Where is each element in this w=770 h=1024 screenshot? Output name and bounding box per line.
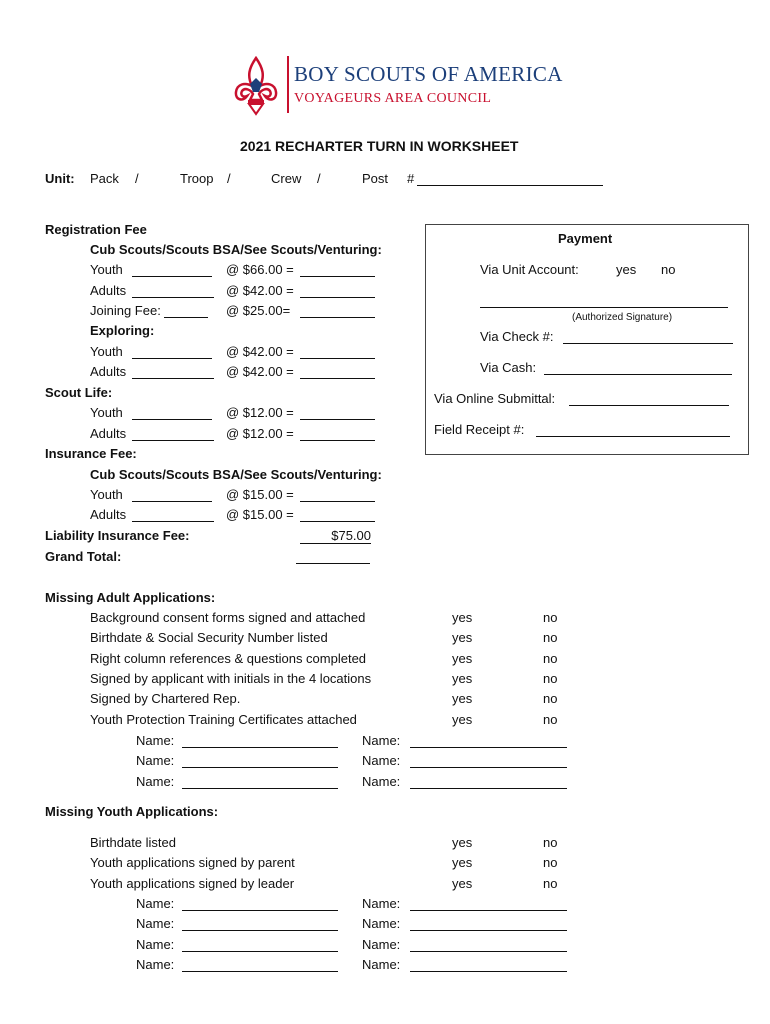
youth-item-no[interactable]: no (543, 876, 558, 891)
bsa-logo (232, 56, 280, 116)
youth-item: Birthdate listed (90, 835, 176, 850)
adult-name-field[interactable] (410, 755, 567, 768)
adult-item-no[interactable]: no (543, 610, 558, 625)
ins-youth-qty[interactable] (132, 489, 212, 502)
adult-item-yes[interactable]: yes (452, 610, 473, 625)
adult-item-yes[interactable]: yes (452, 691, 473, 706)
adult-item-no[interactable]: no (543, 712, 558, 727)
youth-name-label: Name: (136, 957, 175, 972)
ins-youth-total[interactable] (300, 489, 375, 502)
adult-name-label: Name: (362, 753, 401, 768)
sl-adults-rate: @ $12.00 = (226, 426, 294, 441)
scout-life-heading: Scout Life: (45, 385, 113, 400)
sl-youth-rate: @ $12.00 = (226, 405, 294, 420)
youth-name-field[interactable] (410, 898, 567, 911)
youth-name-field[interactable] (182, 898, 338, 911)
youth-item-yes[interactable]: yes (452, 855, 473, 870)
adult-name-field[interactable] (410, 776, 567, 789)
unit-post[interactable]: Post (362, 171, 389, 186)
sl-adults-total[interactable] (300, 428, 375, 441)
reg-adults-qty[interactable] (132, 285, 214, 298)
adult-name-field[interactable] (182, 776, 338, 789)
youth-name-field[interactable] (182, 939, 338, 952)
adult-item-yes[interactable]: yes (452, 651, 473, 666)
authorized-signature-field[interactable] (480, 295, 728, 308)
youth-name-field[interactable] (410, 918, 567, 931)
exp-youth-qty[interactable] (132, 346, 212, 359)
youth-name-field[interactable] (182, 959, 338, 972)
liability-label: Liability Insurance Fee: (45, 528, 190, 543)
via-unit-yes[interactable]: yes (616, 262, 637, 277)
liability-value: $75.00 (300, 528, 371, 544)
exp-youth-label: Youth (90, 344, 123, 359)
youth-name-label: Name: (136, 896, 175, 911)
via-cash-field[interactable] (544, 362, 732, 375)
insurance-heading: Insurance Fee: (45, 446, 137, 461)
ins-adults-total[interactable] (300, 509, 375, 522)
unit-row (45, 171, 615, 191)
unit-pack[interactable]: Pack (90, 171, 119, 186)
ins-youth-label: Youth (90, 487, 123, 502)
via-unit-no[interactable]: no (661, 262, 676, 277)
adult-item: Birthdate & Social Security Number listed (90, 630, 328, 645)
reg-adults-total[interactable] (300, 285, 375, 298)
grand-total-field[interactable] (296, 551, 370, 564)
youth-name-label: Name: (136, 916, 175, 931)
insurance-cub-heading: Cub Scouts/Scouts BSA/See Scouts/Venturing: (90, 467, 382, 482)
unit-label: Unit: (45, 171, 75, 186)
field-receipt-label: Field Receipt #: (434, 422, 525, 437)
slash-1: / (135, 171, 139, 186)
sl-youth-qty[interactable] (132, 407, 212, 420)
youth-item-yes[interactable]: yes (452, 835, 473, 850)
youth-name-field[interactable] (410, 939, 567, 952)
reg-joining-qty[interactable] (164, 305, 208, 318)
sl-youth-label: Youth (90, 405, 123, 420)
adult-item: Youth Protection Training Certificates attached (90, 712, 357, 727)
field-receipt-field[interactable] (536, 424, 730, 437)
registration-heading: Registration Fee (45, 222, 147, 237)
adult-name-label: Name: (136, 774, 175, 789)
exploring-heading: Exploring: (90, 323, 155, 338)
slash-2: / (227, 171, 231, 186)
adult-item-no[interactable]: no (543, 691, 558, 706)
exp-adults-rate: @ $42.00 = (226, 364, 294, 379)
youth-item-no[interactable]: no (543, 835, 558, 850)
missing-adult-heading: Missing Adult Applications: (45, 590, 216, 605)
reg-joining-total[interactable] (300, 305, 375, 318)
reg-youth-rate: @ $66.00 = (226, 262, 294, 277)
adult-item-yes[interactable]: yes (452, 671, 473, 686)
grand-total-label: Grand Total: (45, 549, 122, 564)
adult-name-label: Name: (136, 753, 175, 768)
adult-item-yes[interactable]: yes (452, 630, 473, 645)
exp-adults-total[interactable] (300, 366, 375, 379)
via-check-label: Via Check #: (480, 329, 554, 344)
youth-name-field[interactable] (182, 918, 338, 931)
adult-name-label: Name: (362, 774, 401, 789)
adult-name-label: Name: (136, 733, 175, 748)
sl-adults-qty[interactable] (132, 428, 214, 441)
ins-youth-rate: @ $15.00 = (226, 487, 294, 502)
adult-item-no[interactable]: no (543, 630, 558, 645)
ins-adults-qty[interactable] (132, 509, 214, 522)
payment-box (425, 224, 749, 455)
adult-item: Signed by Chartered Rep. (90, 691, 241, 706)
reg-joining-rate: @ $25.00= (226, 303, 291, 318)
registration-cub-heading: Cub Scouts/Scouts BSA/See Scouts/Venturing: (90, 242, 382, 257)
youth-name-label: Name: (136, 937, 175, 952)
adult-name-field[interactable] (182, 735, 338, 748)
adult-item: Background consent forms signed and attached (90, 610, 366, 625)
fleur-de-lis-icon (232, 56, 280, 116)
adult-item-yes[interactable]: yes (452, 712, 473, 727)
adult-name-field[interactable] (410, 735, 567, 748)
unit-crew[interactable]: Crew (271, 171, 302, 186)
via-cash-label: Via Cash: (480, 360, 537, 375)
youth-name-field[interactable] (410, 959, 567, 972)
page-title: 2021 RECHARTER TURN IN WORKSHEET (240, 138, 519, 154)
slash-3: / (317, 171, 321, 186)
council-name: VOYAGEURS AREA COUNCIL (294, 91, 492, 106)
adult-item-no[interactable]: no (543, 651, 558, 666)
exp-youth-total[interactable] (300, 346, 375, 359)
youth-item-yes[interactable]: yes (452, 876, 473, 891)
missing-youth-heading: Missing Youth Applications: (45, 804, 219, 819)
org-name: BOY SCOUTS OF AMERICA (294, 62, 563, 86)
sl-youth-total[interactable] (300, 407, 375, 420)
unit-number-field[interactable] (417, 173, 603, 186)
unit-troop[interactable]: Troop (180, 171, 214, 186)
youth-item: Youth applications signed by leader (90, 876, 295, 891)
ins-adults-label: Adults (90, 507, 127, 522)
payment-heading: Payment (558, 231, 613, 246)
youth-name-label: Name: (362, 896, 401, 911)
logo-divider (287, 56, 289, 113)
reg-joining-label: Joining Fee: (90, 303, 161, 318)
unit-hash: # (407, 171, 415, 186)
authorized-signature-caption: (Authorized Signature) (572, 312, 673, 323)
via-online-field[interactable] (569, 393, 729, 406)
reg-youth-total[interactable] (300, 264, 375, 277)
reg-adults-rate: @ $42.00 = (226, 283, 294, 298)
reg-adults-label: Adults (90, 283, 127, 298)
adult-item: Signed by applicant with initials in the 4 locations (90, 671, 372, 686)
youth-name-label: Name: (362, 957, 401, 972)
youth-item: Youth applications signed by parent (90, 855, 295, 870)
reg-youth-qty[interactable] (132, 264, 212, 277)
sl-adults-label: Adults (90, 426, 127, 441)
adult-item-no[interactable]: no (543, 671, 558, 686)
exp-adults-qty[interactable] (132, 366, 214, 379)
via-check-field[interactable] (563, 331, 733, 344)
ins-adults-rate: @ $15.00 = (226, 507, 294, 522)
via-unit-label: Via Unit Account: (480, 262, 579, 277)
youth-name-label: Name: (362, 916, 401, 931)
reg-youth-label: Youth (90, 262, 123, 277)
exp-adults-label: Adults (90, 364, 127, 379)
adult-name-label: Name: (362, 733, 401, 748)
via-online-label: Via Online Submittal: (434, 391, 556, 406)
youth-item-no[interactable]: no (543, 855, 558, 870)
adult-item: Right column references & questions completed (90, 651, 367, 666)
adult-name-field[interactable] (182, 755, 338, 768)
exp-youth-rate: @ $42.00 = (226, 344, 294, 359)
youth-name-label: Name: (362, 937, 401, 952)
